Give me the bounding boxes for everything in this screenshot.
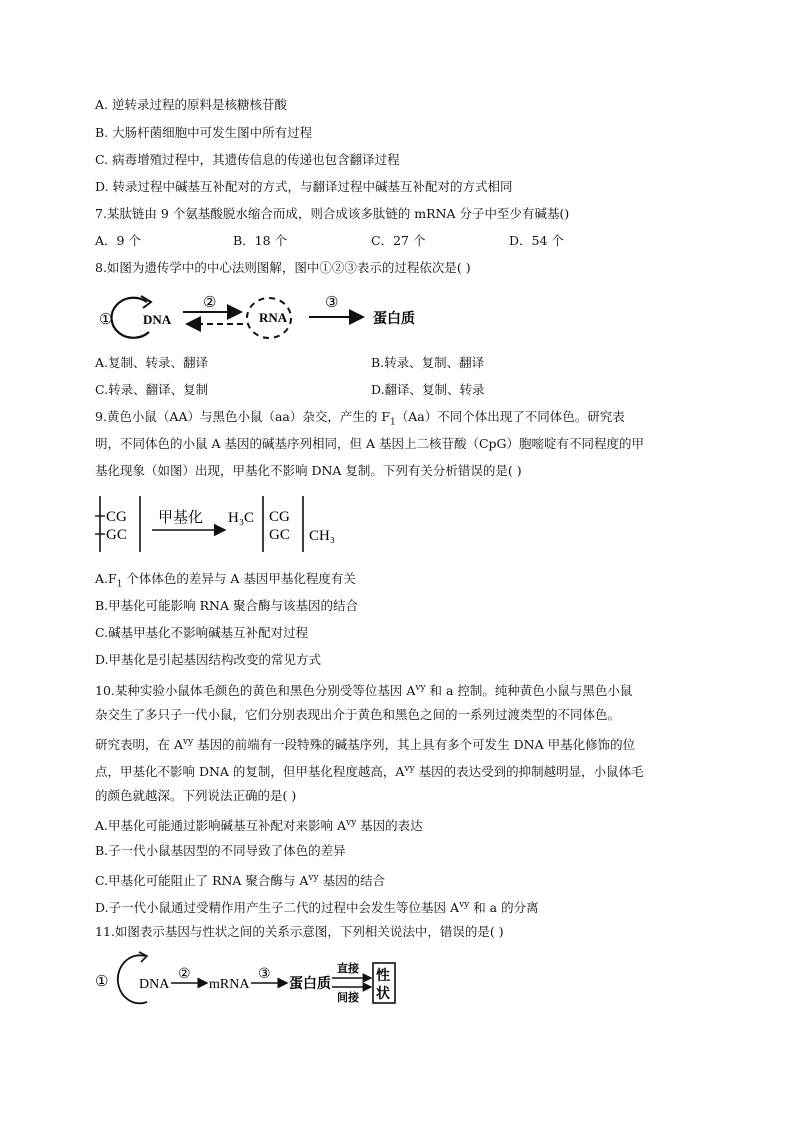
q8-protein-label: 蛋白质 bbox=[373, 312, 415, 327]
q9-gc-right: GC bbox=[269, 527, 290, 543]
q11-trait-char-1: 性 bbox=[376, 969, 390, 984]
q7-option-d: D．54 个 bbox=[509, 233, 564, 248]
q9-option-a: $A.F_1$ 个体体色的差异与 A 基因甲基化程度有关 bbox=[95, 571, 356, 590]
q8-dna-label: DNA bbox=[143, 312, 172, 327]
q10-stem-line4: 点，甲基化不影响 DNA 的复制，但甲基化程度越高，$A^{vy}$ 基因的表达受到的抑制越明显，小鼠体毛 bbox=[95, 764, 644, 780]
q6-option-a: A. 逆转录过程的原料是核糖核苷酸 bbox=[95, 97, 287, 112]
q9-arrow-label: 甲基化 bbox=[158, 510, 204, 526]
q8-option-b: B.转录、复制、翻译 bbox=[371, 355, 485, 370]
q10-option-b: B.子一代小鼠基因型的不同导致了体色的差异 bbox=[95, 843, 346, 858]
q9-h3c: H₃C bbox=[228, 510, 255, 526]
q9-stem-line3: 基化现象（如图）出现，甲基化不影响 DNA 复制。下列有关分析错误的是( ) bbox=[95, 463, 522, 478]
q8-stem: 8.如图为遗传学中的中心法则图解，图中①②③表示的过程依次是( ) bbox=[95, 260, 471, 275]
q10-option-a: A.甲基化可能通过影响碱基互补配对来影响 $A^{vy}$ 基因的表达 bbox=[95, 818, 423, 834]
q11-circle-2: ② bbox=[178, 967, 191, 982]
q8-circle-3: ③ bbox=[325, 295, 339, 311]
q11-dna-label: DNA bbox=[139, 977, 170, 992]
q7-option-a: A．9 个 bbox=[95, 233, 141, 248]
central-dogma-figure bbox=[95, 290, 435, 344]
q11-protein-label: 蛋白质 bbox=[289, 977, 331, 992]
q9-gc-left: GC bbox=[106, 527, 127, 543]
q9-cg-right: CG bbox=[269, 509, 290, 525]
q10-stem-line5: 的颜色就越深。下列说法正确的是( ) bbox=[95, 788, 297, 803]
q11-direct-label: 直接 bbox=[337, 963, 359, 975]
q11-trait-char-2: 状 bbox=[376, 987, 390, 1002]
q10-option-c: C.甲基化可能阻止了 RNA 聚合酶与 $A^{vy}$ 基因的结合 bbox=[95, 873, 386, 889]
q9-stem-line2: 明，不同体色的小鼠 A 基因的碱基序列相同，但 A 基因上二核苷酸（CpG）胞嘧啶有不同程度的甲 bbox=[95, 436, 645, 451]
q6-option-b: B. 大肠杆菌细胞中可发生图中所有过程 bbox=[95, 125, 313, 140]
q9-cg-left: CG bbox=[106, 509, 127, 525]
q8-option-d: D.翻译、复制、转录 bbox=[371, 382, 485, 397]
q6-option-c: C. 病毒增殖过程中，其遗传信息的传递也包含翻译过程 bbox=[95, 152, 400, 167]
q9-option-b: B.甲基化可能影响 RNA 聚合酶与该基因的结合 bbox=[95, 598, 358, 613]
q9-stem-line1: 9.黄色小鼠（AA）与黑色小鼠（aa）杂交，产生的 $F_1(Aa)$不同个体出现了不同体色。研究表 bbox=[95, 409, 625, 428]
q8-option-a: A.复制、转录、翻译 bbox=[95, 355, 209, 370]
q7-option-b: B．18 个 bbox=[233, 233, 288, 248]
q9-ch3: CH₃ bbox=[309, 528, 336, 544]
q11-stem: 11.如图表示基因与性状之间的关系示意图，下列相关说法中，错误的是( ) bbox=[95, 924, 504, 939]
q6-option-d: D. 转录过程中碱基互补配对的方式，与翻译过程中碱基互补配对的方式相同 bbox=[95, 179, 513, 194]
q10-stem-line3: 研究表明，在 $A^{vy}$ 基因的前端有一段特殊的碱基序列，其上具有多个可发生 DNA 甲基化修饰的位 bbox=[95, 737, 636, 753]
q11-circle-3: ③ bbox=[258, 967, 271, 982]
q7-option-c: C．27 个 bbox=[371, 233, 426, 248]
q9-option-d: D.甲基化是引起基因结构改变的常见方式 bbox=[95, 652, 322, 667]
methylation-figure bbox=[95, 492, 355, 556]
gene-trait-figure bbox=[95, 950, 405, 1008]
q8-option-c: C.转录、翻译、复制 bbox=[95, 382, 209, 397]
q8-rna-label: RNA bbox=[259, 310, 288, 325]
q10-stem-line2: 杂交生了多只子一代小鼠，它们分别表现出介于黄色和黑色之间的一系列过渡类型的不同体色。 bbox=[95, 707, 621, 722]
q9-option-c: C.碱基甲基化不影响碱基互补配对过程 bbox=[95, 625, 309, 640]
q10-stem-line1: 10.某种实验小鼠体毛颜色的黄色和黑色分别受等位基因 $A^{vy}$ 和 a 控制。纯种黄色小鼠与黑色小鼠 bbox=[95, 683, 633, 699]
q7-stem: 7.某肽链由 9 个氨基酸脱水缩合而成，则合成该多肽链的 mRNA 分子中至少有碱基() bbox=[95, 206, 570, 221]
q10-option-d: D.子一代小鼠通过受精作用产生子二代的过程中会发生等位基因 $A^{vy}$ 和 a 的分离 bbox=[95, 900, 539, 916]
q8-circle-1: ① bbox=[99, 312, 113, 328]
q11-indirect-label: 间接 bbox=[337, 992, 359, 1004]
q11-circle-1: ① bbox=[95, 974, 109, 990]
q11-mrna-label: mRNA bbox=[209, 977, 250, 992]
q8-circle-2: ② bbox=[203, 295, 217, 311]
